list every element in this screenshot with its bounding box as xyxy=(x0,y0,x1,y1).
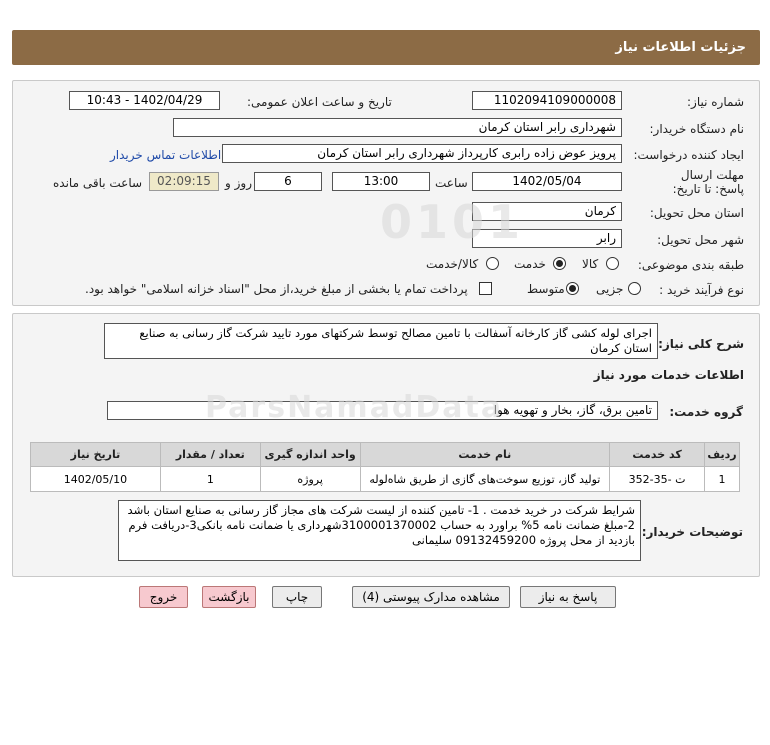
col-header-row: ردیف xyxy=(705,443,740,467)
col-header-qty: تعداد / مقدار xyxy=(160,443,260,467)
cell-quantity: 1 xyxy=(160,467,260,492)
category-option-goods-service: کالا/خدمت xyxy=(426,257,479,271)
col-header-unit: واحد اندازه گیری xyxy=(260,443,360,467)
deadline-label: مهلت ارسال پاسخ: تا تاریخ: xyxy=(672,168,744,196)
days-label: روز و xyxy=(225,176,252,190)
city-field[interactable]: رابر xyxy=(472,229,622,248)
page-title: جزئیات اطلاعات نیاز xyxy=(615,40,746,55)
summary-label: شرح کلی نیاز: xyxy=(658,337,744,351)
service-group-label: گروه خدمت: xyxy=(669,405,743,419)
services-table xyxy=(30,442,740,492)
buyer-org-label: نام دستگاه خریدار: xyxy=(649,122,744,136)
buyer-notes-label: توضیحات خریدار: xyxy=(641,525,743,539)
reply-button[interactable]: پاسخ به نیاز xyxy=(520,586,616,608)
need-number-field[interactable]: 1102094109000008 xyxy=(472,91,622,110)
watermark-logo: 0101 xyxy=(380,195,525,249)
cell-service-name: تولید گاز، توزیع سوخت‌های گازی از طریق شاه‌لوله xyxy=(360,467,610,492)
need-info-panel xyxy=(12,80,760,306)
days-field[interactable]: 6 xyxy=(254,172,322,191)
page-header xyxy=(12,30,760,65)
province-field[interactable]: کرمان xyxy=(472,202,622,221)
announce-label: تاریخ و ساعت اعلان عمومی: xyxy=(247,95,392,109)
cell-need-date: 1402/05/10 xyxy=(31,467,161,492)
col-header-code: کد خدمت xyxy=(610,443,705,467)
process-radio-medium[interactable] xyxy=(566,282,579,295)
cell-unit: پروژه xyxy=(260,467,360,492)
attachments-button[interactable]: مشاهده مدارک پیوستی (4) xyxy=(352,586,510,608)
services-section-title: اطلاعات خدمات مورد نیاز xyxy=(593,368,744,382)
remaining-label: ساعت باقی مانده xyxy=(53,176,143,190)
process-option-medium: متوسط xyxy=(527,282,565,296)
summary-field[interactable]: اجرای لوله کشی گاز کارخانه آسفالت با تامین مصالح توسط شرکتهای مورد تایید شرکت گاز رسانی به صنایع استان کرمان xyxy=(104,323,658,359)
deadline-time-label: ساعت xyxy=(435,176,468,190)
print-button[interactable]: چاپ xyxy=(272,586,322,608)
category-radio-service[interactable] xyxy=(553,257,566,270)
buyer-contact-link[interactable]: اطلاعات تماس خریدار xyxy=(110,148,222,162)
process-radio-minor[interactable] xyxy=(628,282,641,295)
creator-label: ایجاد کننده درخواست: xyxy=(633,148,744,162)
treasury-checkbox[interactable] xyxy=(479,282,492,295)
city-label: شهر محل تحویل: xyxy=(657,233,744,247)
cell-row-number: 1 xyxy=(705,467,740,492)
col-header-name: نام خدمت xyxy=(360,443,610,467)
back-button[interactable]: بازگشت xyxy=(202,586,256,608)
col-header-date: تاریخ نیاز xyxy=(31,443,161,467)
deadline-date-field[interactable]: 1402/05/04 xyxy=(472,172,622,191)
category-radio-goods-service[interactable] xyxy=(486,257,499,270)
creator-field[interactable]: پرویز عوض زاده رابری کارپرداز شهرداری رابر استان کرمان xyxy=(222,144,622,163)
deadline-time-field[interactable]: 13:00 xyxy=(332,172,430,191)
need-number-label: شماره نیاز: xyxy=(687,95,744,109)
watermark-logo: ParsNamadData xyxy=(205,390,504,425)
category-label: طبقه بندی موضوعی: xyxy=(637,258,744,272)
buyer-notes-field[interactable]: شرایط شرکت در خرید خدمت . 1- تامین کننده از لیست شرکت های مجاز گاز رسانی به صنایع استان باشد 2-مبلغ ضمانت نامه 5% براورد به حساب 3100001370002شهرداری یا ضمانت نامه بانکی3-دریافت فرم بازدید از محل پروژه 09132459200 سلیمانی xyxy=(118,500,641,561)
announce-field[interactable]: 1402/04/29 - 10:43 xyxy=(69,91,220,110)
table-header-row xyxy=(31,443,740,467)
table-row[interactable] xyxy=(31,467,740,492)
buyer-org-field[interactable]: شهرداری رابر استان کرمان xyxy=(173,118,622,137)
category-radio-goods[interactable] xyxy=(606,257,619,270)
remaining-timer: 02:09:15 xyxy=(149,172,219,191)
category-option-service: خدمت xyxy=(514,257,546,271)
process-option-minor: جزیی xyxy=(596,282,624,296)
exit-button[interactable]: خروج xyxy=(139,586,188,608)
process-label: نوع فرآیند خرید : xyxy=(659,283,744,297)
category-option-goods: کالا xyxy=(582,257,599,271)
payment-note: پرداخت تمام یا بخشی از مبلغ خرید،از محل "اسناد خزانه اسلامی" خواهد بود. xyxy=(85,282,468,296)
cell-service-code: ت -35-352 xyxy=(610,467,705,492)
service-group-field[interactable]: تامین برق، گاز، بخار و تهویه هوا xyxy=(107,401,658,420)
province-label: استان محل تحویل: xyxy=(649,206,744,220)
